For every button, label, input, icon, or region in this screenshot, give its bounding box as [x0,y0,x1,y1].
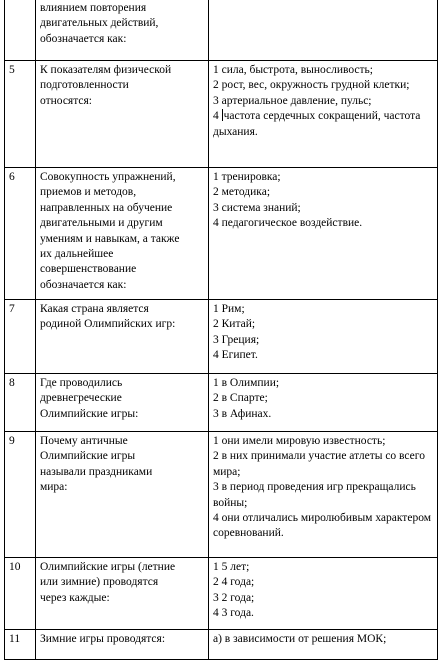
question-line: Зимние игры проводятся: [40,633,166,645]
question-number [5,0,36,61]
answer-options [209,0,438,61]
question-line: Почему античные [40,435,128,447]
answer-option: 2 в них принимали участие атлеты со всего мира; [213,450,425,478]
answer-option: 3 в Афинах. [213,407,272,420]
question-number: 11 [5,630,36,660]
question-line: Какая страна является [40,303,149,315]
question-text [36,374,209,432]
question-line: совершенствование [40,263,137,276]
question-row [5,168,438,300]
question-number: 7 [5,300,36,374]
question-row [5,558,438,630]
answer-options [209,432,438,558]
answer-options [209,558,438,630]
quiz-table [4,0,438,660]
question-line: К показателям физической [40,64,172,76]
answer-option: 1 тренировка; [213,171,281,183]
answer-options [209,300,438,374]
answer-option: 1 в Олимпии; [213,377,280,389]
question-text [36,61,209,168]
question-text [36,432,209,558]
answer-options [209,630,438,660]
answer-option: 2 в Спарте; [213,392,268,405]
question-number: 8 [5,374,36,432]
question-line: Олимпийские игры (летние [40,561,176,573]
question-text [36,168,209,300]
text-cursor [222,109,223,121]
question-line: относятся: [40,94,92,107]
question-line: Олимпийские игры: [40,407,139,420]
question-line: мира: [40,481,68,494]
question-line: направленных на обучение [40,201,173,214]
question-text [36,558,209,630]
question-number: 5 [5,61,36,168]
question-line: двигательными и другим [40,217,163,230]
answer-option: 4 3 года. [213,607,254,620]
answer-option: 3 Греция; [213,333,260,346]
question-line: приемов и методов, [40,186,137,199]
answer-option: 4 они отличались миролюбивым характером соревнований. [213,512,432,540]
question-row [5,61,438,168]
question-row [5,0,438,61]
question-line: двигательных действий, [40,17,159,30]
answer-option: 2 методика; [213,186,271,199]
question-row [5,300,438,374]
question-line: подготовленности [40,79,129,92]
answer-option: 2 4 года; [213,576,255,589]
answer-option: 3 артериальное давление, пульс; [213,94,372,107]
question-line: Где проводились [40,377,123,389]
question-line: называли праздниками [40,465,153,478]
question-row [5,432,438,558]
question-line: обозначается как: [40,278,127,291]
question-number: 10 [5,558,36,630]
question-line: через каждые: [40,591,110,604]
answer-option: 1 сила, быстрота, выносливость; [213,64,373,76]
answer-option: 3 в период проведения игр прекращались войны; [213,481,416,509]
question-number: 6 [5,168,36,300]
answer-option: 3 система знаний; [213,201,301,214]
question-line: их дальнейшее [40,248,114,261]
question-line: родиной Олимпийских игр: [40,318,176,331]
answer-options [209,168,438,300]
question-line: Совокупность упражнений, [40,171,176,183]
question-line: умениям и навыкам, а также [40,232,180,245]
answer-option: 3 2 года; [213,591,255,604]
answer-option: 1 они имели мировую известность; [213,435,386,447]
question-line: древнегреческие [40,392,122,405]
answer-option: 1 5 лет; [213,561,250,573]
answer-option: 4 педагогическое воздействие. [213,217,363,230]
quiz-table-body [5,0,438,660]
answer-option: 4 Египет. [213,349,258,362]
question-row [5,630,438,660]
answer-options [209,374,438,432]
question-text [36,300,209,374]
question-line: Олимпийские игры [40,450,136,463]
answer-option: 2 Китай; [213,318,256,331]
question-line: или зимние) проводятся [40,576,159,589]
question-number: 9 [5,432,36,558]
answer-option: 1 Рим; [213,303,245,315]
question-text [36,630,209,660]
answer-option: а) в зависимости от решения МОК; [213,633,387,645]
question-row [5,374,438,432]
answer-option: 2 рост, вес, окружность грудной клетки; [213,79,410,92]
question-text [36,0,209,61]
answer-option: 4 частота сердечных сокращений, частота дыхания. [213,110,421,138]
question-line: обозначается как: [40,32,127,45]
answer-options [209,61,438,168]
question-line: влиянием повторения [40,2,147,14]
